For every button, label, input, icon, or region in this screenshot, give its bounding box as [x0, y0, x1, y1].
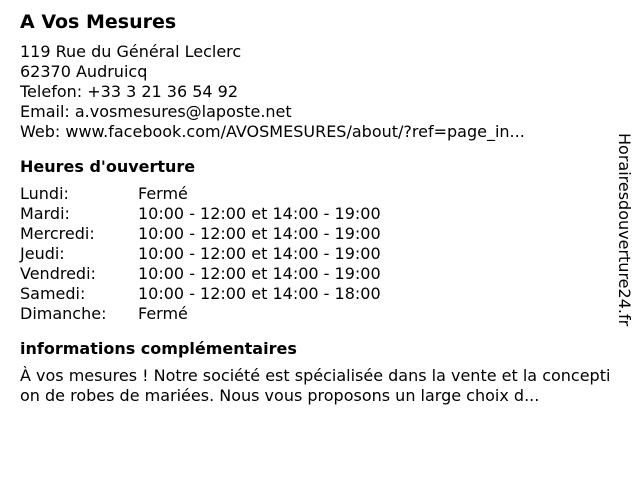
email-line: Email: a.vosmesures@laposte.net [20, 102, 292, 121]
hours-time: Fermé [138, 304, 188, 323]
opening-hours-heading: Heures d'ouverture [20, 157, 196, 176]
hours-day: Mercredi: [20, 224, 95, 243]
hours-day: Samedi: [20, 284, 86, 303]
hours-time: Fermé [138, 184, 188, 203]
site-watermark: Horairesdouverture24.fr [615, 133, 634, 327]
hours-day: Dimanche: [20, 304, 107, 323]
business-card [20, 10, 620, 406]
web-line: Web: www.facebook.com/AVOSMESURES/about/?ref=page_in... [20, 122, 525, 141]
hours-day: Lundi: [20, 184, 69, 203]
additional-info-heading: informations complémentaires [20, 339, 297, 358]
hours-row-lundi [20, 184, 620, 204]
hours-row-dimanche [20, 304, 620, 324]
hours-row-samedi [20, 284, 620, 304]
hours-time: 10:00 - 12:00 et 14:00 - 19:00 [138, 224, 381, 243]
hours-day: Jeudi: [20, 244, 65, 263]
hours-row-jeudi [20, 244, 620, 264]
hours-time: 10:00 - 12:00 et 14:00 - 19:00 [138, 264, 381, 283]
hours-day: Mardi: [20, 204, 70, 223]
additional-info-text: À vos mesures ! Notre société est spécialisée dans la vente et la conception de robes de mariées. Nous vous proposons un large choix d... [20, 366, 611, 405]
hours-row-mercredi [20, 224, 620, 244]
business-name: A Vos Mesures [20, 11, 177, 33]
opening-hours-table [20, 184, 620, 324]
phone-line: Telefon: +33 3 21 36 54 92 [20, 82, 239, 101]
hours-time: 10:00 - 12:00 et 14:00 - 19:00 [138, 204, 381, 223]
hours-row-mardi [20, 204, 620, 224]
hours-time: 10:00 - 12:00 et 14:00 - 18:00 [138, 284, 381, 303]
hours-time: 10:00 - 12:00 et 14:00 - 19:00 [138, 244, 381, 263]
address-street: 119 Rue du Général Leclerc [20, 42, 242, 61]
address-city: 62370 Audruicq [20, 62, 148, 81]
hours-day: Vendredi: [20, 264, 96, 283]
hours-row-vendredi [20, 264, 620, 284]
